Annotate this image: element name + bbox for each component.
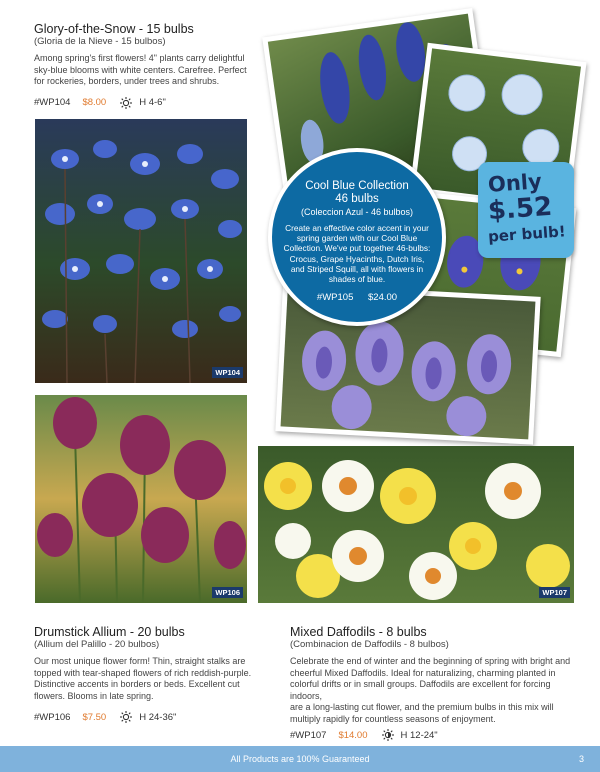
collection-meta — [272, 292, 442, 303]
page-footer — [0, 746, 600, 772]
description-line: Among spring's first flowers! 4" plants carry delightful — [34, 53, 245, 63]
product-price: $8.00 — [82, 97, 107, 108]
mixed-daffodils-photo — [258, 446, 574, 603]
description-line: flowers. Blooms in late spring. — [34, 690, 154, 701]
partial-sun-icon — [382, 729, 394, 741]
description-line: Crocus, Grape Hyacinths, Dutch Iris, — [289, 253, 425, 264]
description-line: are a long-lasting cut flower, and the premium bulbs in this mix will — [290, 702, 554, 712]
product-meta — [290, 729, 580, 741]
product-height: H 24-36" — [139, 711, 177, 723]
sun-icon — [120, 711, 132, 723]
sun-icon — [120, 97, 132, 109]
product-subtitle: (Combinacion de Daffodils - 8 bulbos) — [290, 639, 449, 650]
collection-subtitle: (Coleccion Azul - 46 bulbos) — [300, 207, 414, 217]
product-title: Mixed Daffodils - 8 bulbs — [290, 625, 427, 639]
description-line: topped with tear-shaped flowers of rich reddish-purple. — [34, 667, 252, 678]
description-line: Collection. We've put together 46-bulbs: — [283, 243, 431, 254]
description-line: cheerful Mixed Daffodils. Ideal for naturalizing, charming planted in — [290, 667, 556, 678]
description-line: shades of blue. — [328, 274, 386, 285]
product-sku: #WP105 — [316, 292, 354, 304]
badge-line: Only — [487, 169, 543, 197]
product-sku: #WP107 — [290, 729, 327, 741]
guarantee-text: All Products are 100% Guaranteed — [230, 754, 370, 764]
product-height: H 4-6" — [139, 97, 166, 108]
description-line: Distinctive accents in borders or beds. Excellent cut — [34, 679, 240, 689]
price-per-bulb-badge — [478, 162, 574, 258]
product-height: H 12-24" — [400, 729, 438, 741]
product-allium-text — [34, 625, 274, 723]
product-price: $14.00 — [338, 729, 368, 741]
product-price: $7.50 — [82, 711, 107, 723]
description-line: for rockeries, borders, under trees and shrubs. — [34, 76, 220, 86]
page-number: 3 — [578, 754, 584, 764]
description-line: sky-blue blooms with white centers. Carefree. Perfect — [34, 64, 247, 75]
product-code-tag: WP107 — [539, 587, 570, 598]
product-subtitle: (Gloria de la Nieve - 15 bulbos) — [34, 36, 166, 47]
product-sku: #WP106 — [34, 711, 71, 723]
product-price: $24.00 — [368, 292, 398, 304]
product-description — [290, 656, 580, 725]
cool-blue-collection-circle — [268, 148, 446, 326]
description-line: multiply rapidly for countless seasons of enjoyment. — [290, 713, 496, 724]
badge-line: per bulb! — [487, 222, 567, 246]
product-title: Drumstick Allium - 20 bulbs — [34, 625, 185, 639]
product-description — [34, 53, 264, 88]
description-line: Create an effective color accent in your — [285, 223, 429, 233]
product-glory-text — [34, 22, 264, 109]
collection-title: Cool Blue Collection — [305, 180, 409, 192]
glory-of-the-snow-photo — [35, 119, 247, 383]
collection-description — [282, 223, 432, 284]
description-line: spring garden with our Cool Blue — [296, 233, 418, 244]
badge-price: $.52 — [487, 191, 554, 227]
product-sku: #WP104 — [34, 97, 71, 108]
product-description — [34, 656, 274, 702]
product-daffodils-text — [290, 625, 580, 741]
description-line: and Striped Squill, all with flowers in — [290, 263, 424, 274]
product-meta — [34, 711, 274, 723]
product-code-tag: WP104 — [212, 367, 243, 378]
drumstick-allium-photo — [35, 395, 247, 603]
description-line: Celebrate the end of winter and the beginning of spring with bright and — [290, 656, 571, 666]
description-line: Our most unique flower form! Thin, straight stalks are — [34, 656, 246, 666]
collection-count: 46 bulbs — [335, 193, 379, 205]
product-title: Glory-of-the-Snow - 15 bulbs — [34, 22, 194, 36]
description-line: colorful drifts or in small groups. Daffodils are excellent for forcing indoors, — [290, 679, 551, 701]
product-meta — [34, 97, 264, 109]
product-code-tag: WP106 — [212, 587, 243, 598]
product-subtitle: (Allium del Palillo - 20 bulbos) — [34, 639, 160, 650]
